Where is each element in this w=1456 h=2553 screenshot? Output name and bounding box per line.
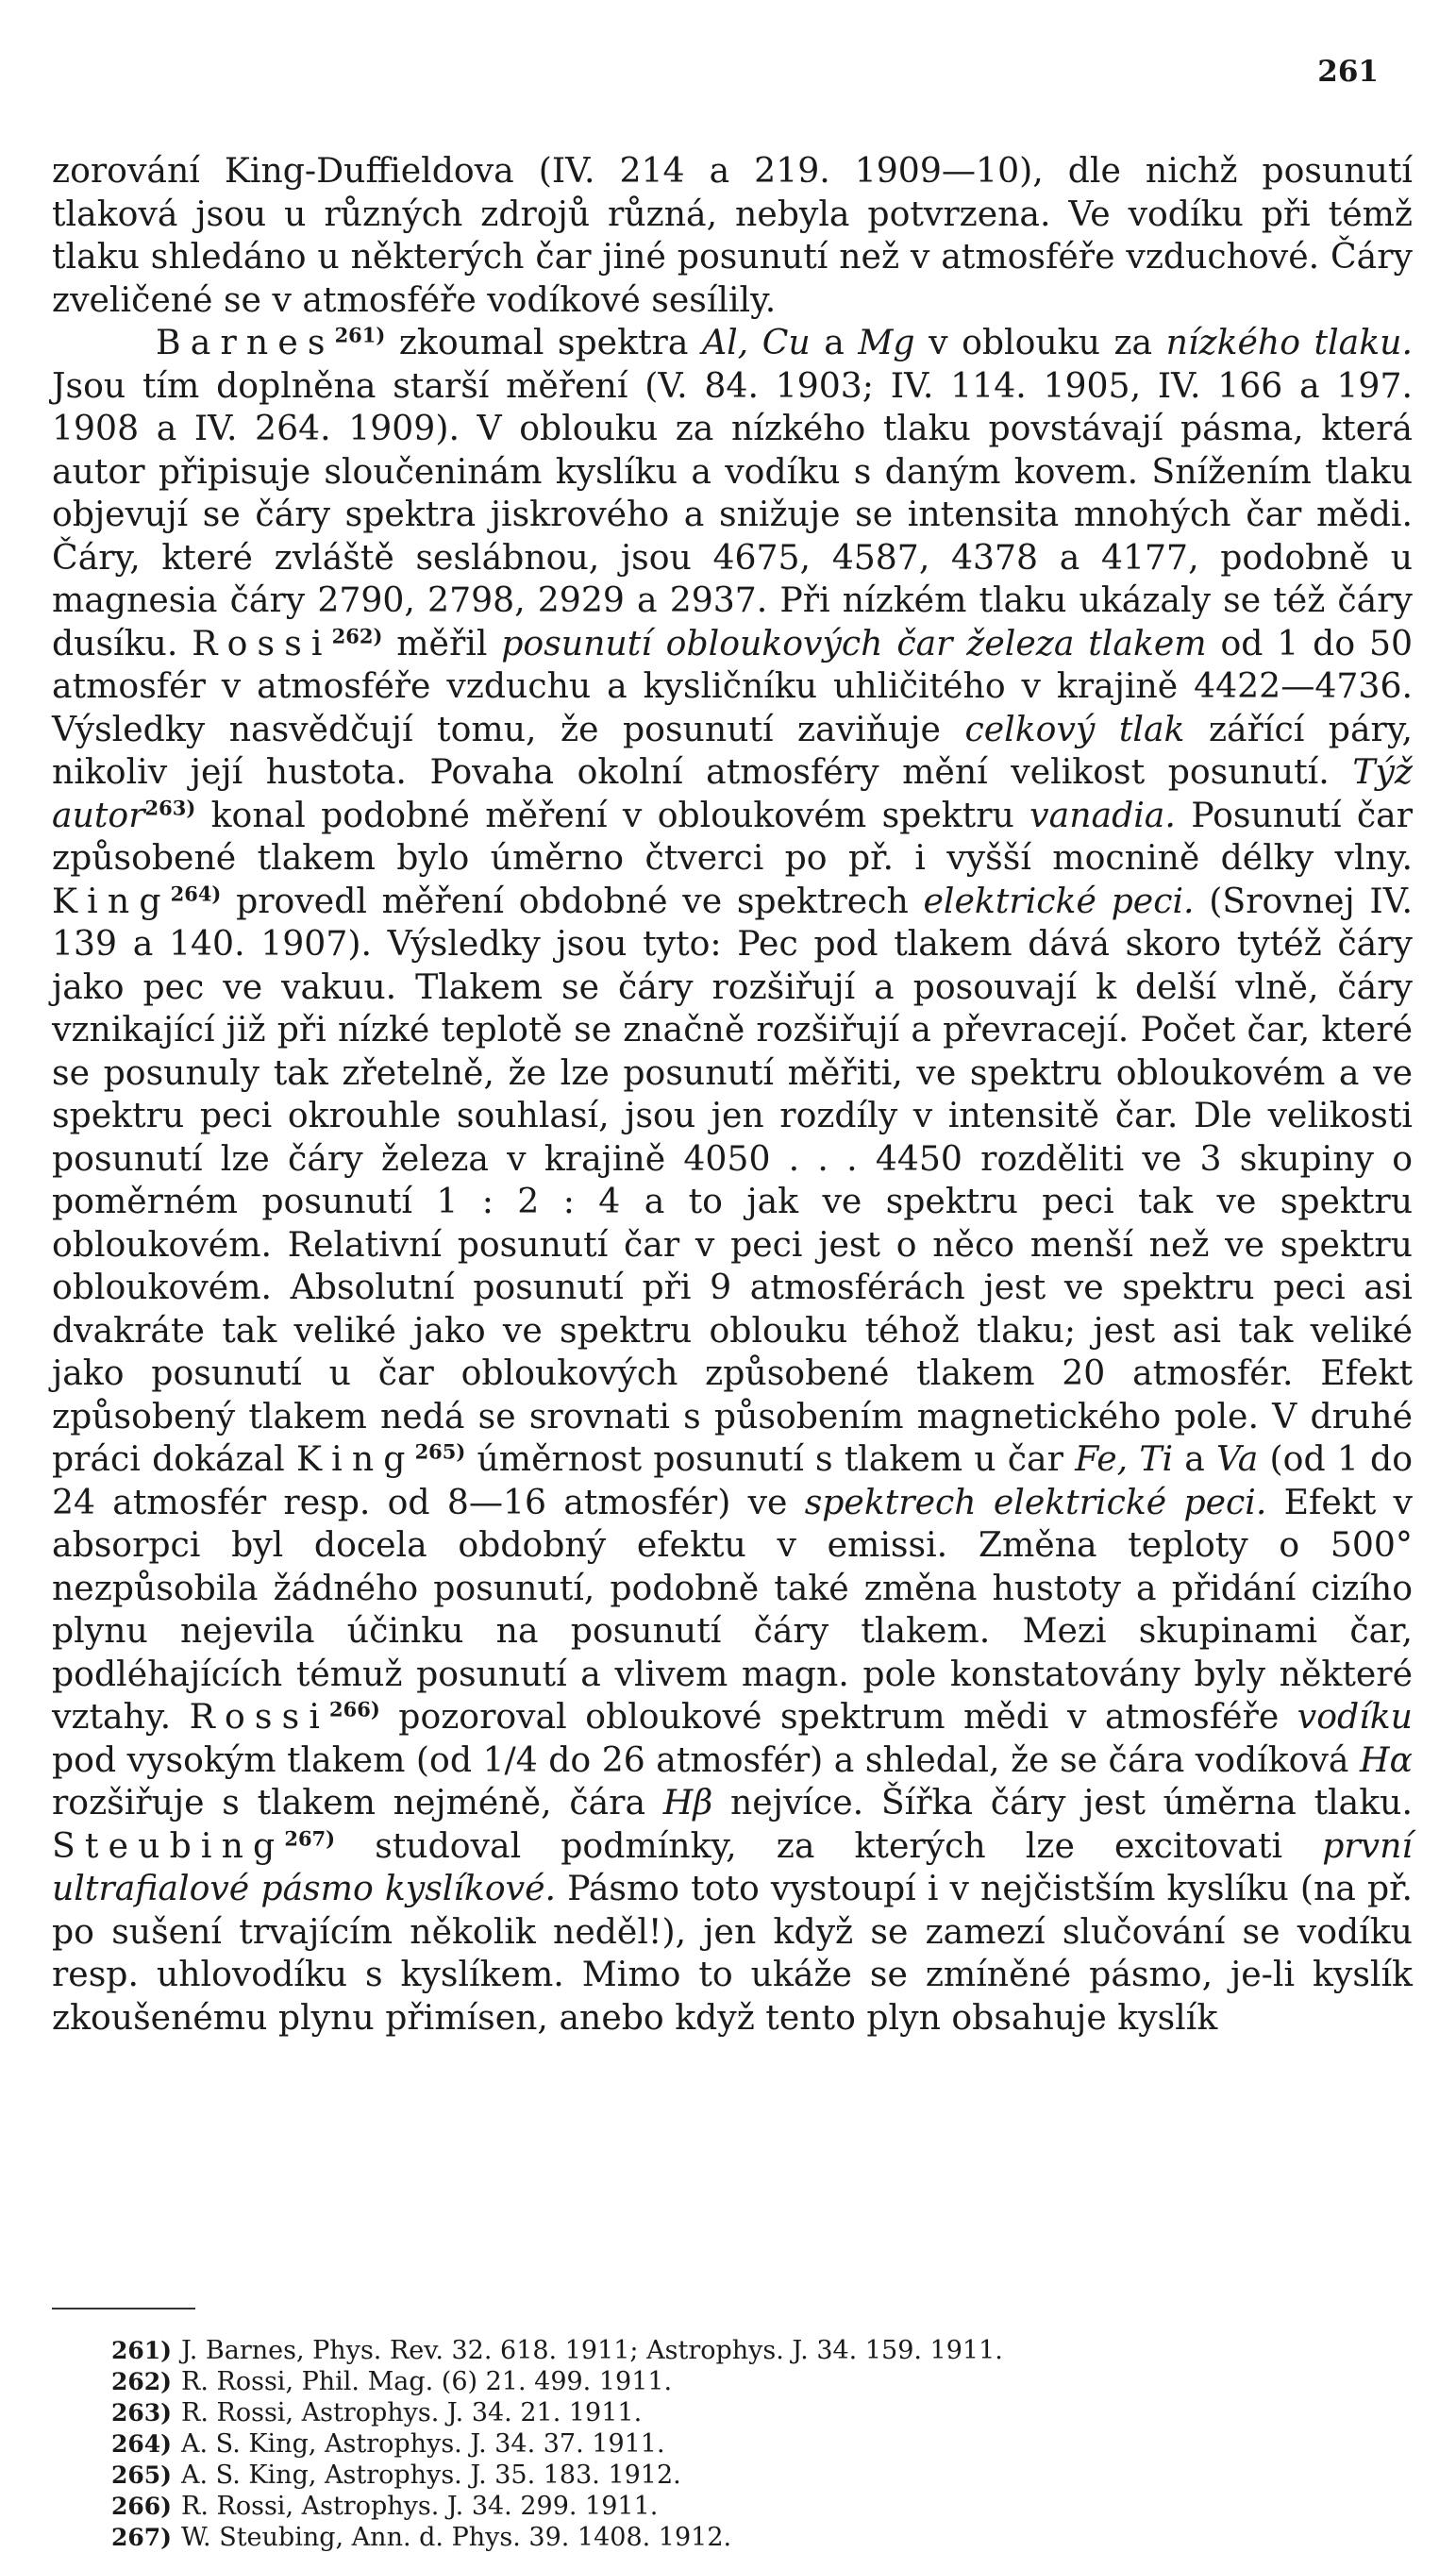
italic-text: Hα — [1360, 1738, 1413, 1780]
italic-text: vodíku — [1297, 1696, 1413, 1737]
italic-text: Fe, Ti — [1075, 1438, 1174, 1479]
footnote — [111, 2366, 1357, 2397]
text-run: a — [1173, 1438, 1216, 1479]
footnote-mark: 262) — [111, 2368, 173, 2395]
footnote — [111, 2460, 1357, 2491]
text-run: studoval podmínky, za kterých lze excitovati — [335, 1824, 1323, 1866]
text-run: Jsou tím doplněna starší měření (V. 84. 1903; IV. 114. 1905, IV. 166 a 197. 1908 a IV. 264. 1909). V oblouku za nízkého tlaku povstávají pásma, která autor připisuje sloučeninám kyslíku a vodíku s daným kovem. Snížením tlaku objevují se čáry spektra jiskrového a snižuje se intensita mnohých čar mědi. Čáry, které zvláště seslábnou, jsou 4675, 4587, 4378 a 4177, podobně u magnesia čáry 2790, 2798, 2929 a 2937. Při nízkém tlaku ukázaly se též čáry dusíku. — [52, 364, 1413, 663]
footnote-ref: 263) — [144, 795, 196, 819]
italic-text: Mg — [858, 322, 915, 362]
footnote — [111, 2491, 1357, 2522]
footnote-text: R. Rossi, Astrophys. J. 34. 299. 1911. — [181, 2492, 659, 2521]
italic-text: posunutí obloukových čar železa tlakem — [501, 622, 1207, 663]
paragraph-2 — [52, 321, 1413, 2039]
text-run: nejvíce. Šířka čáry jest úměrna tlaku. — [712, 1782, 1413, 1822]
footnote-text: J. Barnes, Phys. Rev. 32. 618. 1911; Astrophys. J. 34. 159. 1911. — [181, 2336, 1003, 2365]
text-run: Posunutí čar způsobené tlakem bylo úměrno čtverci po př. i vyšší mocnině délky vlny. — [52, 794, 1414, 878]
footnote-text: W. Steubing, Ann. d. Phys. 39. 1408. 1912. — [181, 2523, 732, 2552]
footnote-text: R. Rossi, Phil. Mag. (6) 21. 499. 1911. — [181, 2367, 673, 2396]
text-run: (od 1 do 24 atmosfér resp. od 8—16 atmosfér) ve — [52, 1438, 1413, 1522]
footnote — [111, 2522, 1357, 2553]
italic-text: vanadia. — [1029, 794, 1176, 835]
footnote-mark: 266) — [111, 2493, 173, 2520]
footnote-text: R. Rossi, Astrophys. J. 34. 21. 1911. — [181, 2398, 643, 2427]
italic-text: celkový tlak — [964, 708, 1185, 749]
author-name: Rossi — [189, 1696, 330, 1737]
footnote — [111, 2335, 1357, 2366]
author-name: King — [52, 880, 171, 921]
text-run: zkoumal spektra — [385, 322, 702, 362]
page-number: 261 — [1317, 55, 1379, 89]
italic-text: elektrické peci. — [923, 880, 1195, 921]
footnote-ref: 264) — [170, 881, 222, 905]
text-run: provedl měření obdobné ve spektrech — [221, 880, 924, 921]
text-run: úměrnost posunutí s tlakem u čar — [465, 1438, 1076, 1479]
author-name: Steubing — [52, 1824, 285, 1866]
text-run: a — [810, 322, 859, 362]
author-name: Rossi — [192, 622, 332, 663]
italic-text: spektrech elektrické peci. — [804, 1481, 1267, 1522]
footnote-text: A. S. King, Astrophys. J. 34. 37. 1911. — [181, 2429, 665, 2459]
footnote-mark: 267) — [111, 2524, 173, 2551]
body-text — [52, 149, 1413, 2039]
italic-text: Va — [1215, 1438, 1259, 1479]
text-run: (Srovnej IV. 139 a 140. 1907). Výsledky jsou tyto: Pec pod tlakem dává skoro tytéž čáry jako pec ve vakuu. Tlakem se čáry rozšiřují a posouvají k delší vlně, čáry vznikající již při nízké teplotě se značně rozšiřují a převracejí. Počet čar, které se posunuly tak zřetelně, že lze posunutí měřiti, ve spektru obloukovém a ve spektru peci okrouhle souhlasí, jsou jen rozdíly v intensitě čar. Dle velikosti posunutí lze čáry železa v krajině 4050 . . . 4450 rozděliti ve 3 skupiny o poměrném posunutí 1 : 2 : 4 a to jak ve spektru peci tak ve spektru obloukovém. Relativní posunutí čar v peci jest o něco menší než ve spektru obloukovém. Absolutní posunutí při 9 atmosférách jest ve spektru peci asi dvakráte tak veliké jako ve spektru oblouku téhož tlaku; jest asi tak veliké jako posunutí u čar obloukových způsobené tlakem 20 atmosfér. Efekt způsobený tlakem nedá se srovnati s působením magnetického pole. V druhé práci dokázal — [52, 880, 1414, 1479]
footnote-mark: 264) — [111, 2430, 173, 2458]
text-run: Pásmo toto vystoupí i v nejčistším kyslíku (na př. po sušení trvajícím několik neděl!), jen když se zamezí slučování se vodíku resp. uhlovodíku s kyslíkem. Mimo to ukáže se zmíněné pásmo, je-li kyslík zkoušenému plynu přimísen, anebo když tento plyn obsahuje kyslík — [52, 1868, 1414, 2038]
footnote-ref: 262) — [331, 623, 383, 647]
footnote-mark: 265) — [111, 2461, 173, 2489]
italic-text: nízkého tlaku. — [1165, 322, 1413, 362]
text-run: Efekt v absorpci byl docela obdobný efektu v emissi. Změna teploty o 500° nezpůsobila žádného posunutí, podobně také změna hustoty a přidání cizího plynu nejevila účinku na posunutí čáry tlakem. Mezi skupinami čar, podléhajících témuž posunutí a vlivem magn. pole konstatovány byly některé vztahy. — [52, 1481, 1413, 1737]
footnotes-list — [111, 2335, 1357, 2553]
text-run: od 1 do 50 atmosfér v atmosféře vzduchu a kysličníku uhličitého v krajině 4422—4736. Výsledky nasvědčují tomu, že posunutí zaviňuje — [52, 622, 1413, 749]
text-run: pod vysokým tlakem (od 1/4 do 26 atmosfér) a shledal, že se čára vodíková — [52, 1738, 1360, 1780]
text-run: v oblouku za — [914, 322, 1166, 362]
text-run: konal podobné měření v obloukovém spektru — [195, 794, 1030, 835]
footnote-ref: 261) — [334, 323, 386, 347]
italic-text: Al, Cu — [701, 322, 811, 362]
text-run: zorování King-Duffieldova (IV. 214 a 219. 1909—10), dle nichž posunutí tlaková jsou u různých zdrojů různá, nebyla potvrzena. Ve vodíku při témž tlaku shledáno u některých čar jiné posunutí než v atmosféře vzduchové. Čáry zveličené se v atmosféře vodíkové sesílily. — [52, 150, 1413, 320]
paragraph-1 — [52, 149, 1413, 321]
footnote-ref: 267) — [284, 1825, 336, 1850]
footnote — [111, 2397, 1357, 2428]
italic-text: Týž autor — [52, 751, 1413, 835]
author-name: Barnes — [156, 322, 335, 362]
footnote — [111, 2428, 1357, 2460]
text-run: měřil — [382, 622, 502, 663]
text-run: rozšiřuje s tlakem nejméně, čára — [52, 1782, 663, 1822]
author-name: King — [295, 1438, 415, 1479]
footnote-mark: 261) — [111, 2337, 173, 2364]
text-run: pozoroval obloukové spektrum mědi v atmosféře — [379, 1696, 1297, 1737]
text-run: zářící páry, nikoliv její hustota. Povaha okolní atmosféry mění velikost posunutí. — [52, 708, 1413, 792]
footnote-text: A. S. King, Astrophys. J. 35. 183. 1912. — [181, 2461, 681, 2490]
footnote-ref: 266) — [329, 1697, 380, 1722]
footnote-ref: 265) — [414, 1439, 466, 1464]
italic-text: první ultrafialové pásmo kyslíkové. — [52, 1824, 1413, 1908]
footnote-divider — [52, 2308, 195, 2309]
italic-text: Hβ — [662, 1782, 713, 1822]
footnote-mark: 263) — [111, 2399, 173, 2427]
